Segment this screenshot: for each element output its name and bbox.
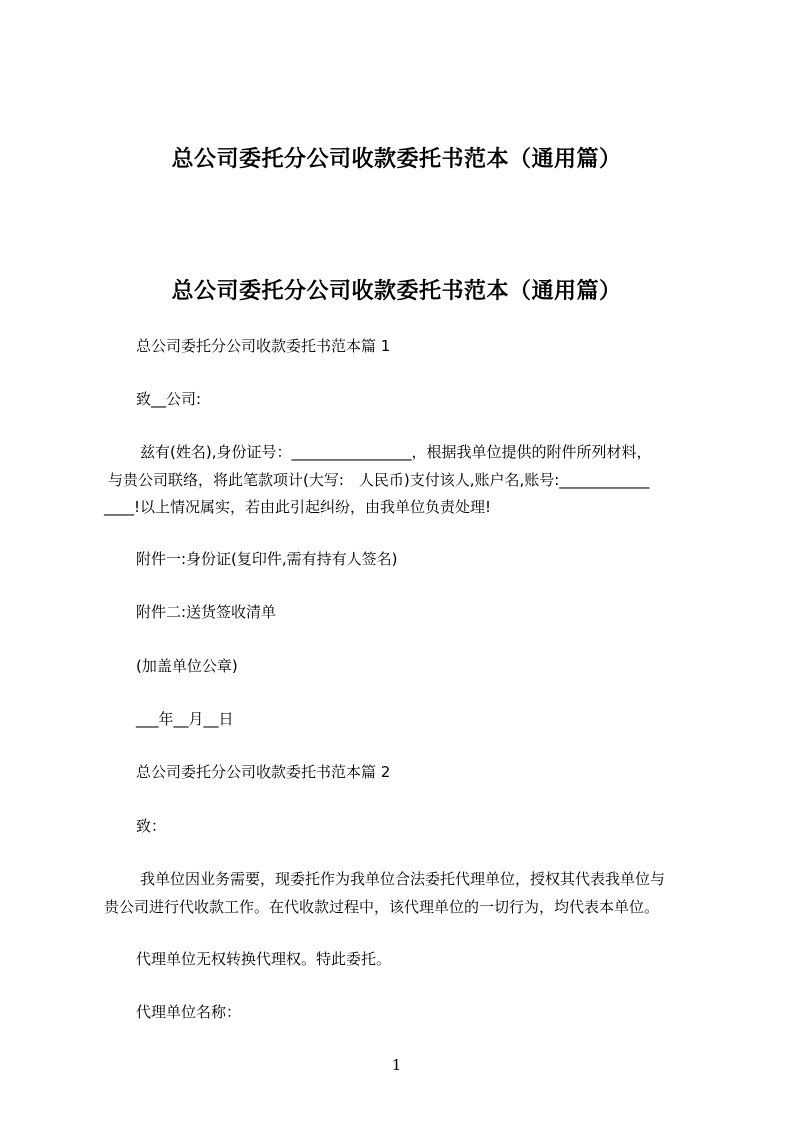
sample1-attachment2: 附件二:送货签收清单	[136, 603, 277, 621]
sample1-body-line2: 与贵公司联络，将此笔款项计(大写: 人民币)支付该人,账户名,账号:____________	[108, 471, 650, 489]
sample1-body-line3: ____!以上情况属实，若由此引起纠纷，由我单位负责处理!	[104, 498, 492, 516]
sample1-attachment1: 附件一:身份证(复印件,需有持有人签名)	[136, 550, 398, 568]
document-title-main: 总公司委托分公司收款委托书范本（通用篇）	[171, 279, 622, 304]
sample1-to-line: 致__公司:	[136, 390, 202, 408]
sample2-to-line: 致：	[136, 817, 167, 835]
sample1-body-line1: 兹有(姓名),身份证号：________________，根据我单位提供的附件所列材料，	[140, 443, 652, 461]
sample2-heading: 总公司委托分公司收款委托书范本篇 2	[136, 763, 391, 781]
sample1-date-line: ___年__月__日	[136, 710, 234, 728]
sample2-agent-name: 代理单位名称：	[136, 1003, 242, 1021]
sample1-seal-note: (加盖单位公章)	[136, 657, 238, 675]
document-title-top: 总公司委托分公司收款委托书范本（通用篇）	[171, 147, 622, 172]
page-number: 1	[391, 1056, 402, 1074]
sample2-no-transfer: 代理单位无权转换代理权。特此委托。	[136, 950, 392, 968]
sample2-body-line1: 我单位因业务需要，现委托作为我单位合法委托代理单位，授权其代表我单位与	[140, 870, 666, 888]
sample2-body-line2: 贵公司进行代收款工作。在代收款过程中，该代理单位的一切行为，均代表本单位。	[104, 898, 660, 916]
sample1-heading: 总公司委托分公司收款委托书范本篇 1	[136, 337, 391, 355]
